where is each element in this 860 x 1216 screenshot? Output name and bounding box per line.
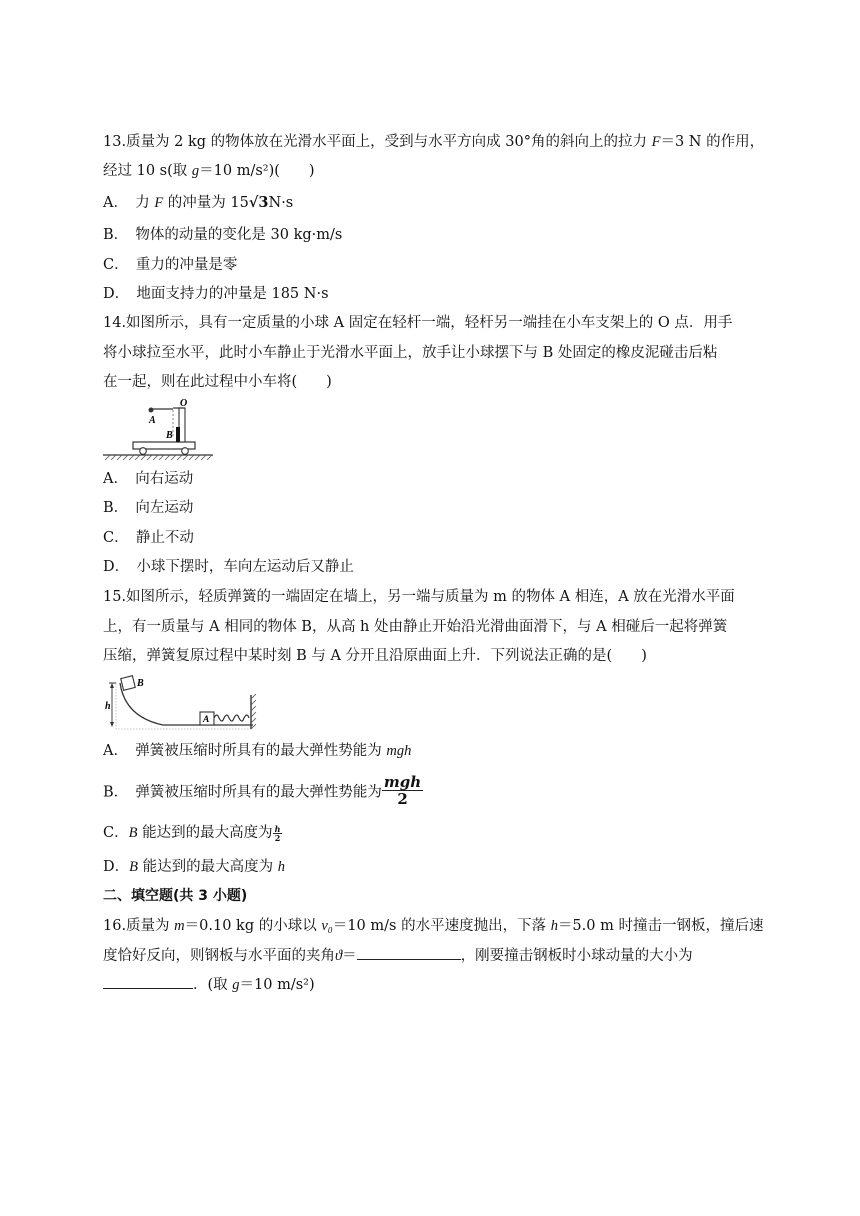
- label-o: O: [180, 398, 188, 409]
- label-a: A: [203, 715, 210, 725]
- q13-stem-text: 13.质量为 2 kg 的物体放在光滑水平面上，受到与水平方向成 30°角的斜向上的拉力: [103, 134, 652, 150]
- q15-option-c-prefix: C．: [103, 825, 129, 841]
- q15-option-a-prefix: A． 弹簧被压缩时所具有的最大弹性势能为: [103, 743, 387, 759]
- fraction-mgh-over-2: [382, 774, 423, 807]
- var-m: m: [174, 918, 185, 934]
- q13-stem-text-end: ＝3 N 的作用，: [660, 134, 765, 150]
- label-b: B: [166, 430, 173, 441]
- q15-option-d: [103, 857, 285, 877]
- q15-option-d-prefix: D．: [103, 859, 130, 875]
- label-a: A: [149, 415, 156, 426]
- q16-text-2c: ，刚要撞击钢板时小球动量的大小为: [460, 948, 693, 964]
- q16-text-3c: ＝10 m/s²): [239, 977, 315, 993]
- var-g: g: [232, 977, 240, 993]
- q14-option-b: B． 向左运动: [103, 500, 194, 516]
- q16-text-2a: 度恰好反向，则钢板与水平面的夹角: [103, 948, 335, 964]
- q16-text-1d: ＝5.0 m 时撞击一钢板，撞后速: [557, 918, 764, 934]
- q13-stem-text-2a: 经过 10 s(取: [103, 163, 192, 179]
- var-v0: v₀: [321, 918, 333, 934]
- q15-stem-line-2: 上，有一质量与 A 相同的物体 B，从高 h 处由静止开始沿光滑曲面滑下，与 A 相碰后一起将弹簧: [103, 619, 728, 635]
- fraction-numerator: mgh: [383, 773, 422, 791]
- q13-option-d: D． 地面支持力的冲量是 185 N·s: [103, 286, 329, 302]
- q13-stem-line-1: [103, 132, 764, 152]
- q16-text-1a: 16.质量为: [103, 918, 175, 934]
- q16-stem-line-1: [103, 916, 763, 936]
- q14-option-a: A． 向右运动: [103, 471, 194, 487]
- q14-stem-line-1: 14.如图所示，具有一定质量的小球 A 固定在轻杆一端，轻杆另一端挂在小车支架上的 O 点．用手: [103, 315, 733, 331]
- q15-option-d-mid: 能达到的最大高度为: [138, 859, 278, 875]
- q13-option-a: [103, 193, 293, 213]
- q15-option-c-mid: 能达到的最大高度为: [137, 825, 273, 841]
- fraction-numerator: h: [274, 823, 281, 834]
- var-theta: ϑ: [335, 948, 343, 964]
- var-mgh: mgh: [386, 743, 412, 759]
- fraction-h-over-2: [273, 825, 283, 842]
- answer-blank-momentum[interactable]: [103, 974, 193, 989]
- label-h: h: [105, 701, 111, 712]
- section-title-fill-in: 二、填空题(共 3 小题): [103, 888, 248, 904]
- q16-stem-line-2: [103, 945, 693, 966]
- sqrt-three: √3: [248, 194, 269, 211]
- answer-blank-angle[interactable]: [357, 945, 461, 960]
- q15-option-c: [103, 823, 282, 843]
- var-h: h: [550, 918, 558, 934]
- q16-text-1b: ＝0.10 kg 的小球以: [184, 918, 322, 934]
- q15-option-b: [103, 773, 423, 809]
- var-b: B: [129, 859, 138, 875]
- q13-option-a-mid: 的冲量为 15: [163, 195, 249, 211]
- q14-stem-line-3: 在一起，则在此过程中小车将( ): [103, 374, 332, 390]
- q16-text-3b: ．(取: [193, 977, 233, 993]
- q15-option-b-prefix: B． 弹簧被压缩时所具有的最大弹性势能为: [103, 784, 382, 801]
- q15-option-a: [103, 741, 411, 761]
- q14-figure-cart: [103, 398, 215, 460]
- q13-stem-text-2b: ＝10 m/s²)( ): [199, 163, 315, 179]
- var-b: B: [128, 825, 138, 841]
- q13-option-c: C． 重力的冲量是零: [103, 257, 238, 273]
- q13-option-b: B． 物体的动量的变化是 30 kg·m/s: [103, 227, 343, 243]
- var-g: g: [191, 163, 200, 179]
- q16-stem-line-3: [103, 974, 315, 995]
- q15-figure-spring: [103, 673, 261, 731]
- q14-stem-line-2: 将小球拉至水平，此时小车静止于光滑水平面上，放手让小球摆下与 B 处固定的橡皮泥碰击后粘: [103, 345, 718, 361]
- q16-text-1c: ＝10 m/s 的水平速度抛出，下落: [332, 918, 551, 934]
- q16-text-2b: ＝: [342, 948, 357, 964]
- q15-stem-line-3: 压缩，弹簧复原过程中某时刻 B 与 A 分开且沿原曲面上升．下列说法正确的是( ): [103, 648, 647, 664]
- var-f: F: [651, 134, 661, 150]
- var-h: h: [277, 859, 285, 875]
- q13-option-a-prefix: A． 力: [103, 195, 155, 211]
- q14-option-d: D． 小球下摆时，车向左运动后又静止: [103, 559, 354, 575]
- q13-option-a-unit: N·s: [268, 195, 294, 211]
- label-b: B: [137, 678, 144, 689]
- fraction-denominator: 2: [274, 832, 281, 843]
- q13-stem-line-2: [103, 161, 315, 181]
- q14-option-c: C． 静止不动: [103, 530, 194, 546]
- var-f: F: [154, 195, 164, 211]
- fraction-denominator: 2: [397, 790, 408, 808]
- q15-stem-line-1: 15.如图所示，轻质弹簧的一端固定在墙上，另一端与质量为 m 的物体 A 相连，A 放在光滑水平面: [103, 589, 735, 605]
